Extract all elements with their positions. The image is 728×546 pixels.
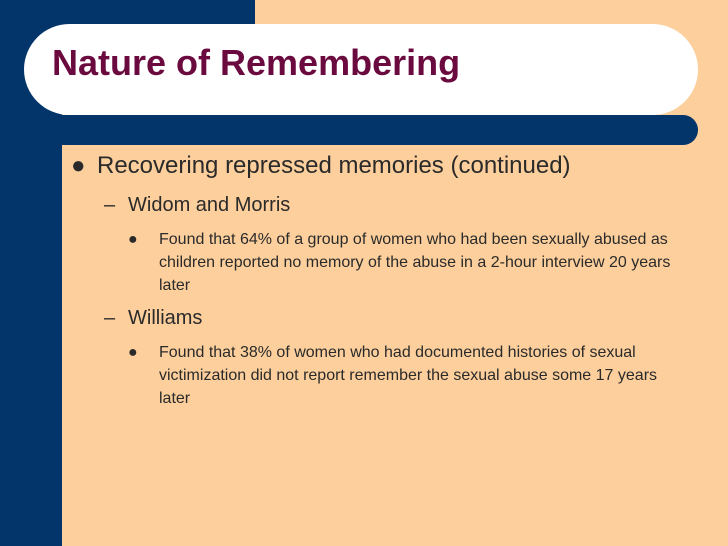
dash-icon: – <box>104 307 116 329</box>
sub-bullet-williams <box>104 307 202 330</box>
sub-bullet-heading: Williams <box>128 307 203 329</box>
main-bullet <box>71 152 571 180</box>
sub-bullet-heading: Widom and Morris <box>128 194 291 216</box>
bullet-icon: ● <box>128 344 138 361</box>
bullet-icon: ● <box>128 231 138 248</box>
bullet-icon: ● <box>71 152 86 179</box>
main-bullet-text: Recovering repressed memories (continued) <box>97 152 571 179</box>
slide-title: Nature of Remembering <box>52 42 461 83</box>
dash-icon: – <box>104 194 116 216</box>
detail-text: Found that 64% of a group of women who had been sexually abused as children reported no memory of the abuse in a 2-hour interview 20 years later <box>159 231 671 294</box>
sub-bullet-widom-morris <box>104 194 290 217</box>
detail-bullet-williams <box>128 341 688 410</box>
detail-text: Found that 38% of women who had documented histories of sexual victimization did not report remember the sexual abuse some 17 years later <box>159 344 658 407</box>
detail-bullet-widom-morris <box>128 228 688 297</box>
